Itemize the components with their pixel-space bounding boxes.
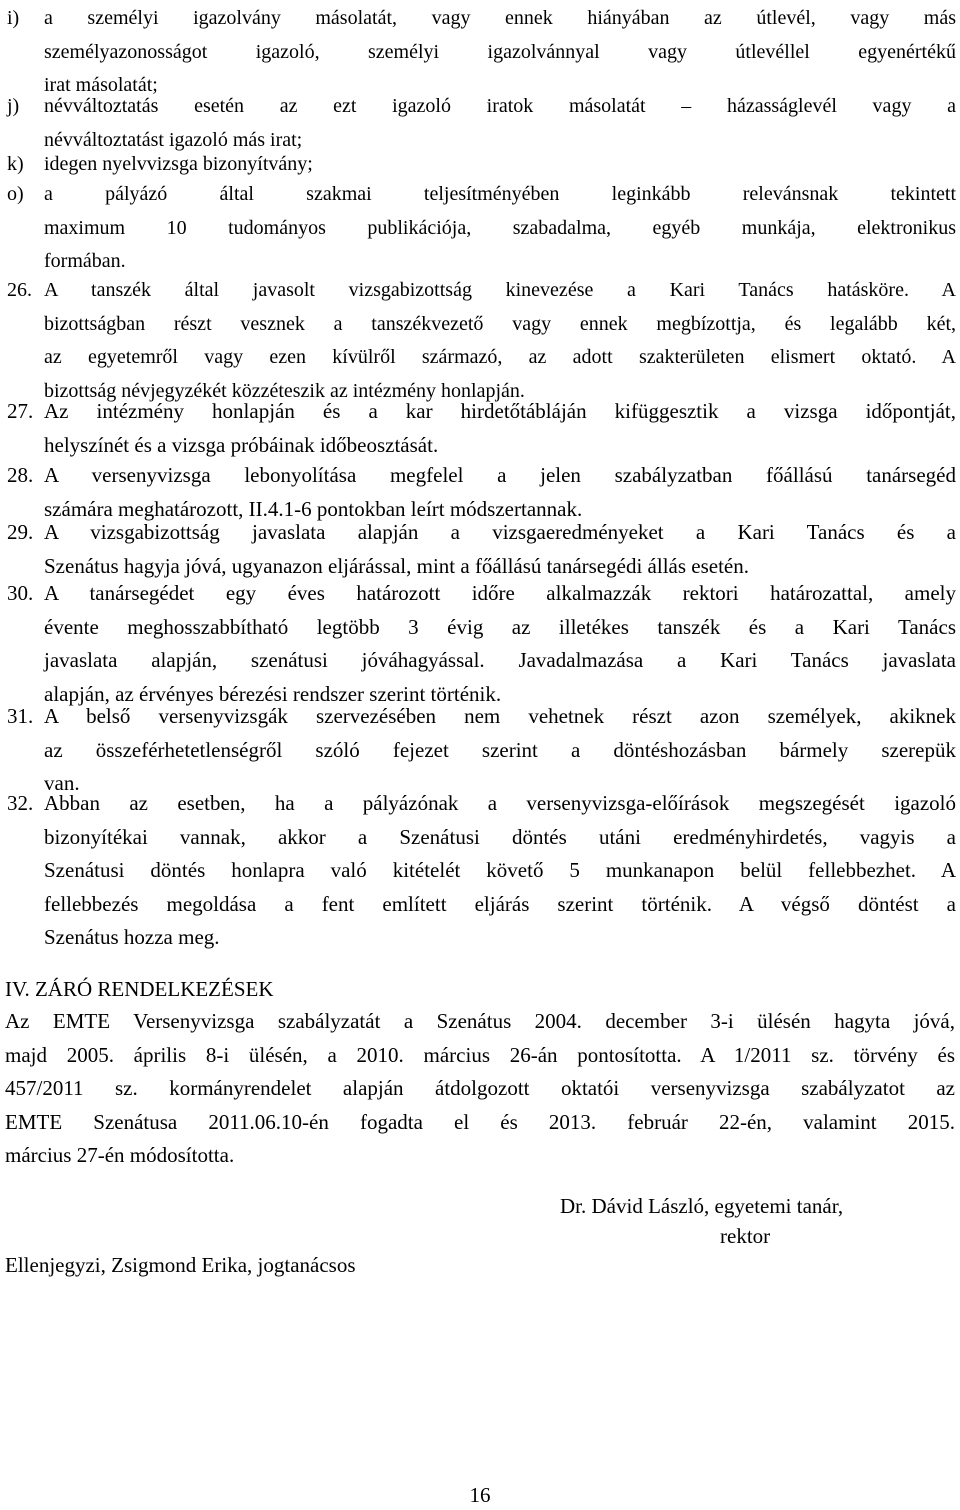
rector-signature-title: rektor — [720, 1224, 771, 1248]
item-line: személyazonosságot igazoló, személyi igazolvánnyal vagy útlevéllel egyenértékű — [44, 40, 956, 63]
item-line: A belső versenyvizsgák szervezésében nem vehetnek részt azon személyek, akiknek — [44, 704, 956, 728]
item-marker: o) — [7, 183, 24, 205]
closing-paragraph — [0, 1005, 960, 1173]
list-item — [0, 395, 960, 462]
item-line: alapján, az érvényes bérezési rendszer szerint történik. — [44, 681, 502, 706]
item-line: Abban az esetben, ha a pályázónak a versenyvizsga-előírások megszegését igazoló — [44, 791, 956, 815]
item-marker: 31. — [7, 704, 34, 728]
rector-signature-name: Dr. Dávid László, egyetemi tanár, — [560, 1194, 844, 1218]
item-line: névváltoztatást igazoló más irat; — [44, 128, 303, 151]
item-marker: 28. — [7, 463, 34, 487]
item-line: maximum 10 tudományos publikációja, szabadalma, egyéb munkája, elektronikus — [44, 216, 956, 239]
paragraph-line: EMTE Szenátusa 2011.06.10-én fogadta el és 2013. február 22-én, valamint 2015. — [5, 1109, 955, 1134]
item-line: Szenátus hagyja jóvá, ugyanazon eljárással, mint a főállású tanársegédi állás esetén. — [44, 553, 749, 578]
item-line: Szenátusi döntés honlapra való kitételét követő 5 munkanapon belül fellebbezhet. A — [44, 858, 956, 883]
item-line: az egyetemről vagy ezen kívülről származó, az adott szakterületen elismert oktató. A — [44, 346, 956, 369]
item-line: A versenyvizsga lebonyolítása megfelel a jelen szabályzatban főállású tanársegéd — [44, 463, 956, 487]
item-marker: k) — [7, 153, 24, 175]
item-line: bizottságban részt vesznek a tanszékvezető vagy ennek megbízottja, és legalább két, — [44, 312, 956, 335]
item-line: irat másolatát; — [44, 74, 158, 97]
page-number: 16 — [469, 1483, 491, 1507]
paragraph-line: Az EMTE Versenyvizsga szabályzatát a Szenátus 2004. december 3-i ülésén hagyta jóvá, — [5, 1009, 955, 1033]
item-line: javaslata alapján, szenátusi jóváhagyással. Javadalmazása a Kari Tanács javaslata — [44, 648, 956, 673]
item-line: számára meghatározott, II.4.1-6 pontokban leírt módszertannak. — [44, 496, 583, 521]
item-line: Szenátus hozza meg. — [44, 925, 220, 950]
countersignature: Ellenjegyzi, Zsigmond Erika, jogtanácsos — [5, 1253, 356, 1277]
item-marker: 32. — [7, 791, 34, 815]
item-line: van. — [44, 771, 80, 796]
list-item — [0, 516, 960, 583]
item-line: formában. — [44, 250, 126, 273]
item-marker: i) — [7, 7, 20, 29]
paragraph-line: 457/2011 sz. kormányrendelet alapján átdolgozott oktatói versenyvizsga szabályzatot az — [5, 1076, 955, 1101]
item-line: helyszínét és a vizsga próbáinak időbeosztását. — [44, 432, 439, 457]
item-line: a pályázó által szakmai teljesítményében leginkább relevánsnak tekintett — [44, 183, 956, 205]
item-line: bizottság névjegyzékét közzéteszik az intézmény honlapján. — [44, 379, 525, 402]
list-item — [0, 274, 960, 408]
paragraph-line: március 27-én módosította. — [5, 1143, 235, 1168]
item-line: A tanársegédet egy éves határozott időre alkalmazzák rektori határozattal, amely — [44, 581, 956, 605]
section-heading: IV. ZÁRÓ RENDELKEZÉSEK — [5, 977, 274, 1001]
item-line: bizonyítékai vannak, akkor a Szenátusi döntés utáni eredményhirdetés, vagyis a — [44, 824, 956, 849]
item-line: Az intézmény honlapján és a kar hirdetőtábláján kifüggesztik a vizsga időpontját, — [44, 399, 956, 423]
item-line: névváltoztatás esetén az ezt igazoló iratok másolatát – házasságlevél vagy a — [44, 95, 956, 117]
item-line: A vizsgabizottság javaslata alapján a vizsgaeredményeket a Kari Tanács és a — [44, 520, 956, 544]
list-item — [0, 787, 960, 955]
list-item — [0, 178, 960, 279]
list-item — [0, 577, 960, 711]
item-line: a személyi igazolvány másolatát, vagy ennek hiányában az útlevél, vagy más — [44, 7, 956, 29]
list-item — [0, 700, 960, 801]
item-line: évente meghosszabbítható legtöbb 3 évig az illetékes tanszék és a Kari Tanács — [44, 614, 956, 639]
list-item — [0, 2, 960, 103]
item-line: az összeférhetetlenségről szóló fejezet szerint a döntéshozásban bármely szerepük — [44, 737, 956, 762]
item-marker: 27. — [7, 399, 34, 423]
item-marker: 30. — [7, 581, 34, 605]
item-line: A tanszék által javasolt vizsgabizottság kinevezése a Kari Tanács hatásköre. A — [44, 279, 956, 301]
paragraph-line: majd 2005. április 8-i ülésén, a 2010. március 26-án pontosította. A 1/2011 sz. törvény és — [5, 1042, 955, 1067]
list-item — [0, 148, 960, 182]
item-marker: j) — [7, 95, 20, 117]
item-line: idegen nyelvvizsga bizonyítvány; — [44, 153, 313, 175]
item-marker: 29. — [7, 520, 34, 544]
item-line: fellebbezés megoldása a fent említett eljárás szerint történik. A végső döntést a — [44, 891, 956, 916]
item-marker: 26. — [7, 279, 32, 301]
